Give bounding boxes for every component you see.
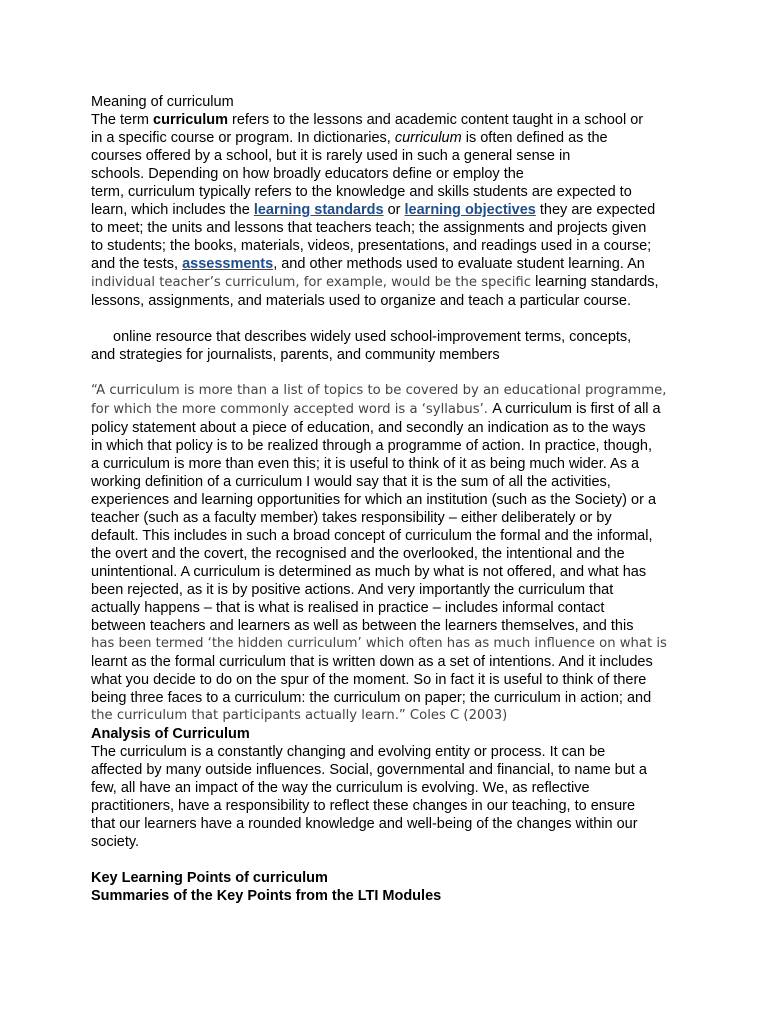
- text-span: A curriculum is first of all a: [492, 401, 661, 417]
- text-span: individual teacher’s curriculum, for example, would be the specific: [91, 275, 536, 290]
- text-span: in a specific course or program. In dictionaries,: [91, 130, 395, 146]
- text-line: to meet; the units and lessons that teachers teach; the assignments and projects given: [91, 220, 647, 236]
- text-span: refers to the lessons and academic content taught in a school or: [227, 112, 644, 128]
- learning-objectives-link[interactable]: learning objectives: [404, 202, 536, 218]
- key-points-heading: Key Learning Points of curriculum: [91, 870, 328, 886]
- text-line: experiences and learning opportunities for which an institution (such as the Society) or a: [91, 492, 657, 508]
- paragraph-definition: [91, 111, 691, 310]
- text-line: learnt as the formal curriculum that is written down as a set of intentions. And it includes: [91, 654, 653, 670]
- text-span: The term: [91, 112, 154, 128]
- text-span: learning standards,: [535, 274, 659, 290]
- paragraph-online-resource: [91, 328, 691, 364]
- text-line: [91, 255, 691, 273]
- text-line: society.: [91, 834, 140, 850]
- text-line: in which that policy is to be realized through a programme of action. In practice, though,: [91, 438, 652, 454]
- text-line: to students; the books, materials, videos, presentations, and readings used in a course;: [91, 238, 652, 254]
- analysis-heading: Analysis of Curriculum: [91, 726, 250, 742]
- text-line: what you decide to do on the spur of the moment. So in fact it is useful to think of there: [91, 672, 647, 688]
- text-line: working definition of a curriculum I would say that it is the sum of all the activities,: [91, 474, 611, 490]
- text-line: The curriculum is a constantly changing and evolving entity or process. It can be: [91, 744, 606, 760]
- text-line: lessons, assignments, and materials used to organize and teach a particular course.: [91, 293, 632, 309]
- text-line: default. This includes in such a broad concept of curriculum the formal and the informal,: [91, 528, 653, 544]
- text-line: policy statement about a piece of education, and secondly an indication as to the ways: [91, 420, 646, 436]
- document-page: [91, 93, 691, 905]
- text-line: [91, 201, 691, 219]
- text-span: , and other methods used to evaluate student learning. An: [273, 256, 645, 272]
- text-span: is often defined as the: [461, 130, 608, 146]
- text-line: affected by many outside influences. Social, governmental and financial, to name but a: [91, 762, 647, 778]
- learning-standards-link[interactable]: learning standards: [253, 202, 384, 218]
- text-line: [91, 129, 691, 147]
- text-line: courses offered by a school, but it is rarely used in such a general sense in: [91, 148, 571, 164]
- text-line: term, curriculum typically refers to the knowledge and skills students are expected to: [91, 184, 632, 200]
- text-line: that our learners have a rounded knowledge and well-being of the changes within our: [91, 816, 638, 832]
- assessments-link[interactable]: assessments: [182, 256, 274, 272]
- text-line: actually happens – that is what is realised in practice – includes informal contact: [91, 600, 605, 616]
- text-line: few, all have an impact of the way the curriculum is evolving. We, as reflective: [91, 780, 590, 796]
- bold-term: curriculum: [153, 112, 228, 128]
- text-line: unintentional. A curriculum is determined as much by what is not offered, and what has: [91, 564, 647, 580]
- text-line: schools. Depending on how broadly educators define or employ the: [91, 166, 524, 182]
- quote-block: [91, 382, 691, 725]
- italic-term: curriculum: [394, 130, 462, 146]
- text-span: they are expected: [535, 202, 656, 218]
- text-span: or: [383, 202, 405, 218]
- text-line: practitioners, have a responsibility to reflect these changes in our teaching, to ensure: [91, 798, 636, 814]
- text-line: teacher (such as a faculty member) takes responsibility – either deliberately or by: [91, 510, 612, 526]
- doc-title: Meaning of curriculum: [91, 94, 234, 110]
- text-line: between teachers and learners as well as between the learners themselves, and this: [91, 618, 634, 634]
- text-line: and strategies for journalists, parents, and community members: [91, 347, 500, 363]
- analysis-section: [91, 725, 691, 851]
- spacer: [91, 364, 691, 382]
- text-line: the overt and the covert, the recognised and the overlooked, the intentional and the: [91, 546, 625, 562]
- key-points-section: [91, 869, 691, 905]
- text-line: been rejected, as it is by positive actions. And very importantly the curriculum that: [91, 582, 614, 598]
- text-span: and the tests,: [91, 256, 183, 272]
- spacer: [91, 310, 691, 328]
- text-line: [91, 111, 691, 129]
- text-span: learn, which includes the: [91, 202, 254, 218]
- text-line: a curriculum is more than even this; it is useful to think of it as being much wider. As a: [91, 456, 640, 472]
- text-line: has been termed ‘the hidden curriculum’ which often has as much influence on what is: [91, 636, 667, 651]
- text-line: online resource that describes widely used school-improvement terms, concepts,: [113, 329, 632, 345]
- text-line: “A curriculum is more than a list of topics to be covered by an educational programme,: [91, 383, 667, 398]
- text-line: being three faces to a curriculum: the curriculum on paper; the curriculum in action; and: [91, 690, 652, 706]
- key-points-subheading: Summaries of the Key Points from the LTI Modules: [91, 888, 442, 904]
- text-span: for which the more commonly accepted word is a ‘syllabus’.: [91, 402, 493, 417]
- text-line: [91, 400, 691, 419]
- text-line: [91, 273, 691, 292]
- text-line: the curriculum that participants actually learn.” Coles C (2003): [91, 708, 508, 723]
- spacer: [91, 851, 691, 869]
